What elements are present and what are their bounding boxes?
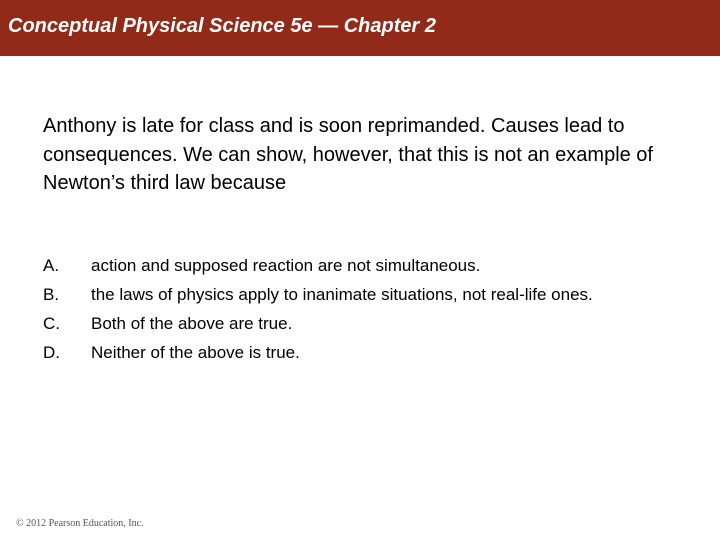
slide-title: Conceptual Physical Science 5e — Chapter 2: [8, 15, 436, 37]
answer-option-d: [43, 338, 713, 367]
answer-text: the laws of physics apply to inanimate situations, not real-life ones.: [91, 284, 593, 304]
answer-text: Both of the above are true.: [91, 313, 293, 333]
answer-text: Neither of the above is true.: [91, 342, 300, 362]
answer-option-c: [43, 309, 713, 338]
answer-option-a: [43, 251, 713, 280]
answer-letter: A.: [43, 255, 60, 275]
question-text: Anthony is late for class and is soon reprimanded. Causes lead to consequences. We can show, however, that this is not an example of Newton’s third law because: [43, 115, 653, 194]
header-bar: [0, 0, 720, 56]
answer-text: action and supposed reaction are not simultaneous.: [91, 255, 481, 275]
answer-list: [43, 251, 713, 367]
answer-letter: B.: [43, 284, 60, 304]
answer-letter: D.: [43, 342, 60, 362]
answer-option-b: [43, 280, 713, 309]
answer-letter: C.: [43, 313, 60, 333]
copyright-notice: © 2012 Pearson Education, Inc.: [16, 518, 144, 529]
